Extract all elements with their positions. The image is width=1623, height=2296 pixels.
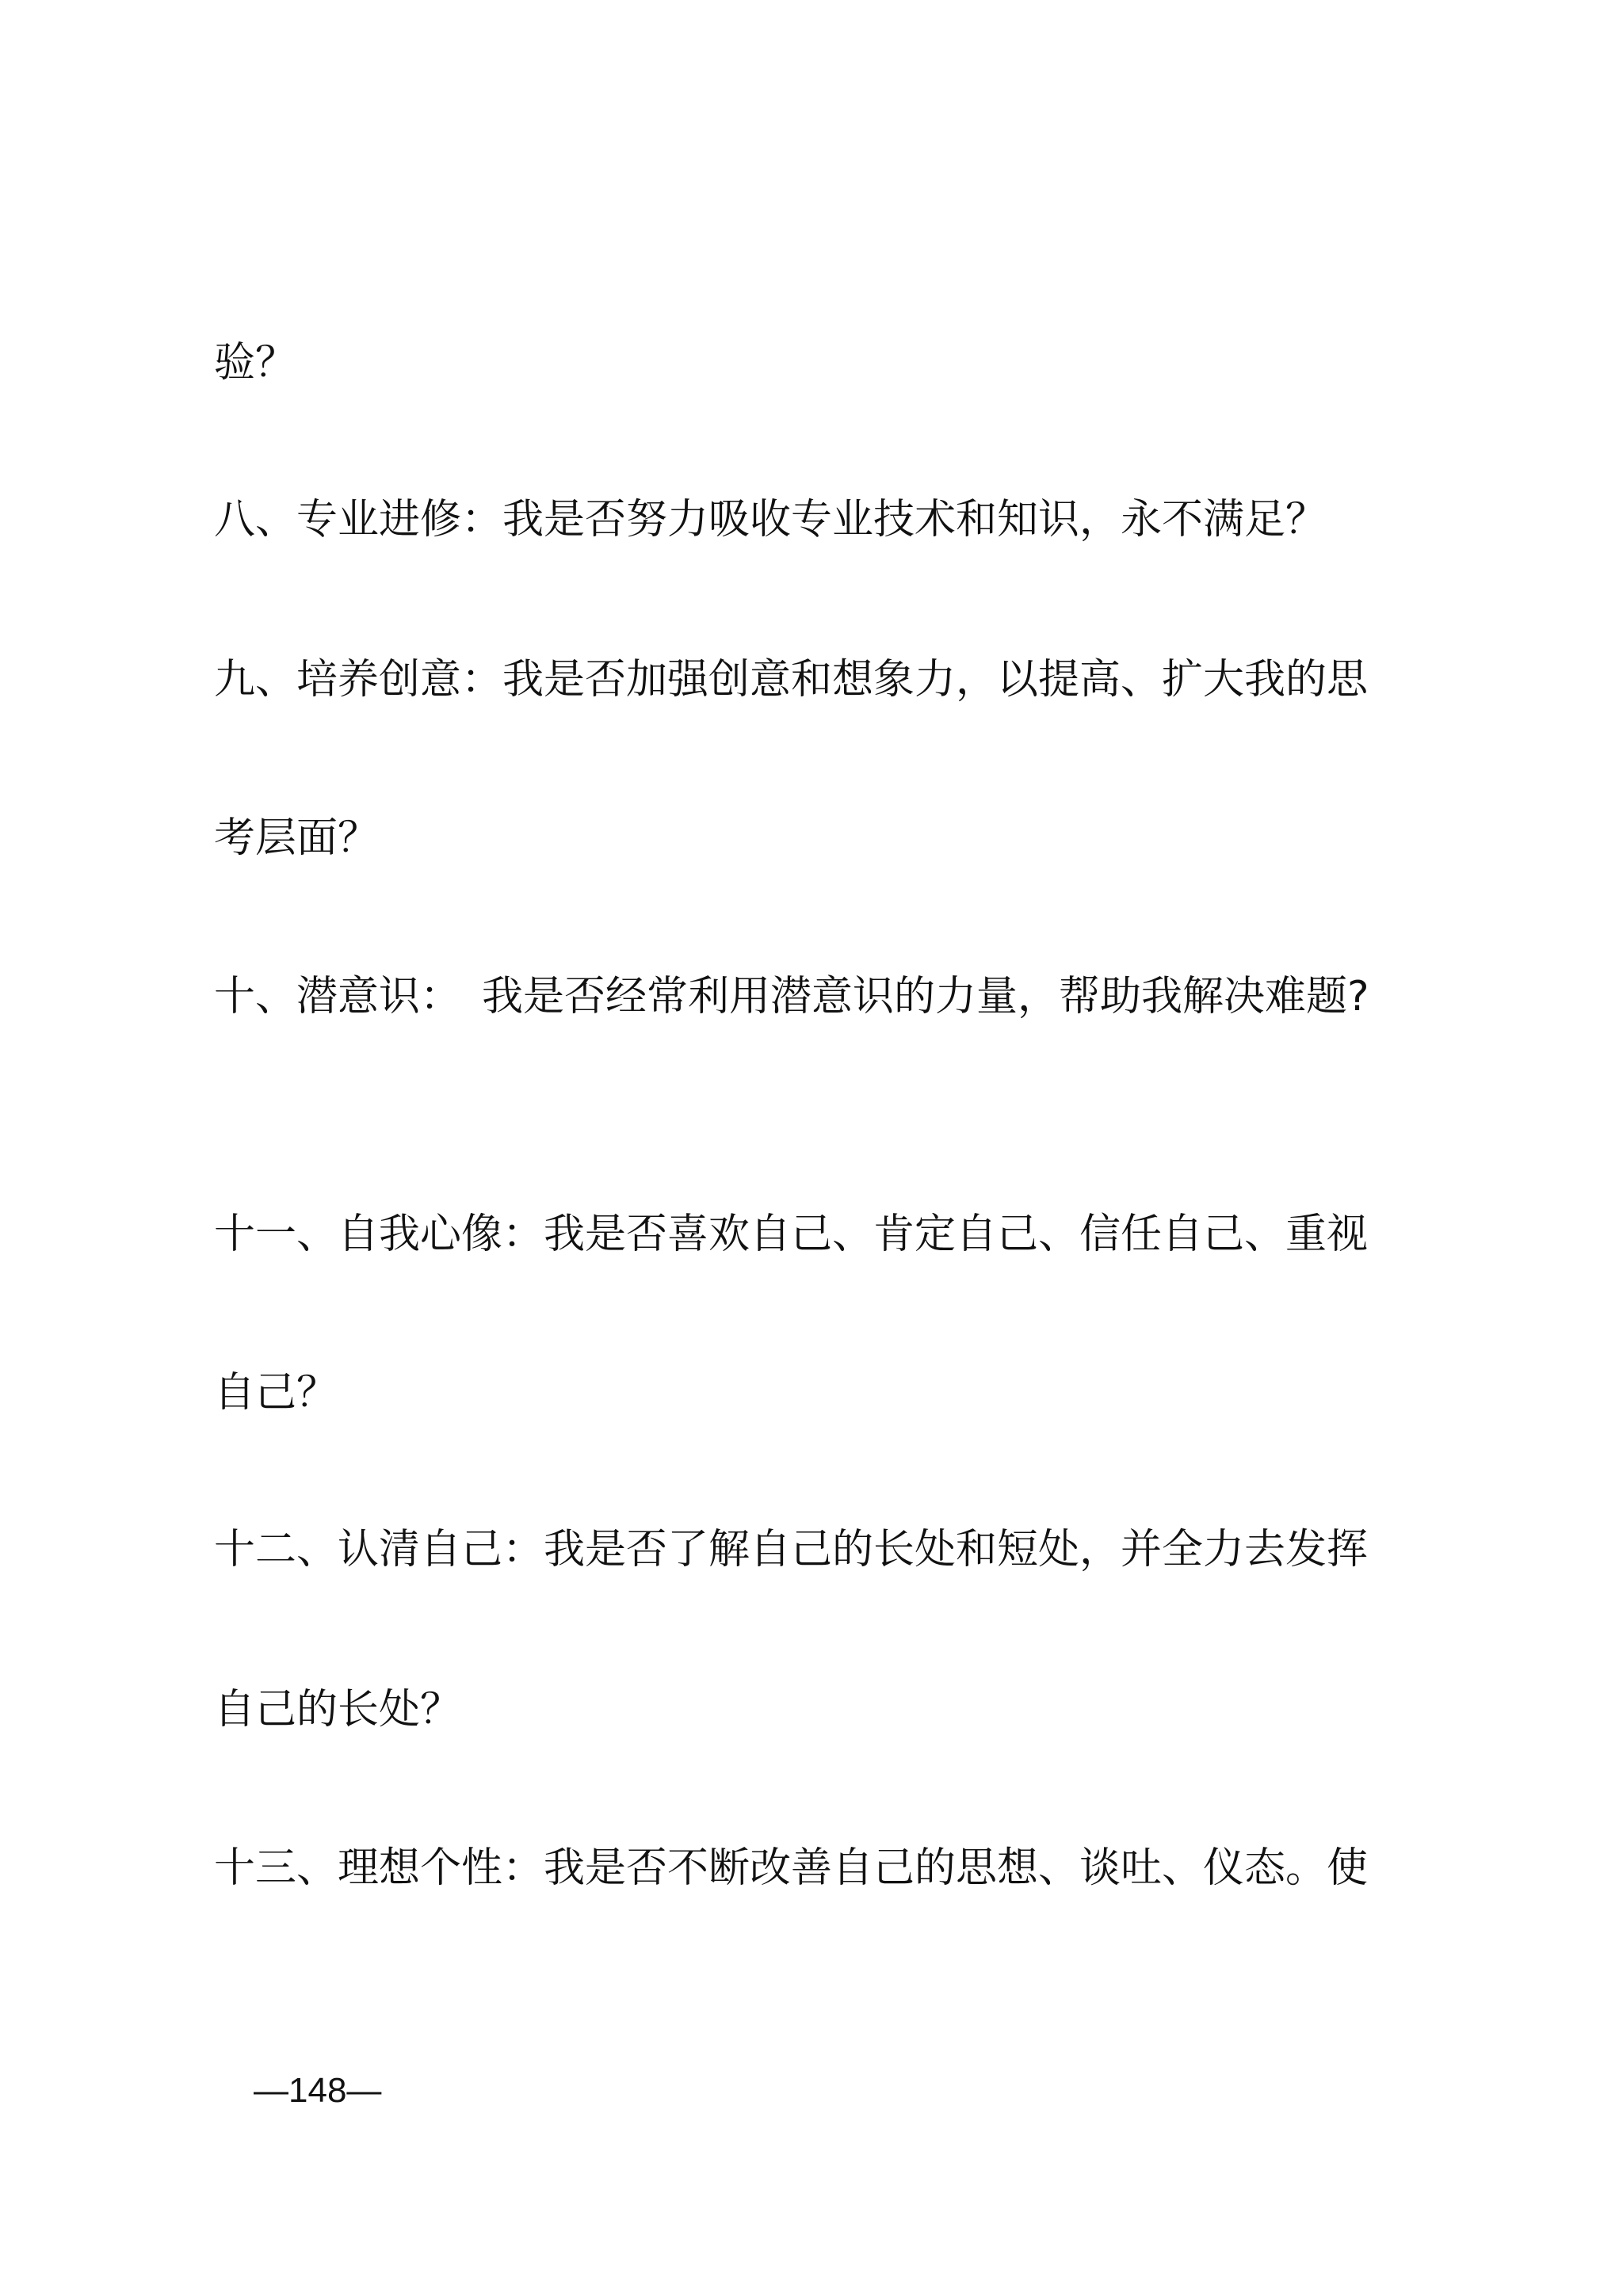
- text-line-1: 验？: [214, 339, 297, 387]
- page-number: —148—: [254, 2071, 382, 2110]
- text-line-5: 十、潜意识： 我是否经常利用潜意识的力量，帮助我解决难题?: [214, 973, 1369, 1020]
- text-line-7: 自己？: [214, 1369, 338, 1417]
- text-line-8: 十二、认清自己：我是否了解自己的长处和短处，并全力去发挥: [214, 1526, 1369, 1573]
- text-line-4: 考层面？: [214, 814, 380, 862]
- text-line-3: 九、培养创意：我是否加强创意和想象力，以提高、扩大我的思: [214, 656, 1369, 704]
- text-line-10: 十三、理想个性：我是否不断改善自己的思想、谈吐、仪态。使: [214, 1844, 1369, 1892]
- text-line-2: 八、专业进修：我是否努力吸收专业技术和知识，永不满足？: [214, 496, 1327, 543]
- text-line-6: 十一、自我心像：我是否喜欢自己、肯定自己、信任自己、重视: [214, 1211, 1369, 1258]
- text-line-9: 自己的长处？: [214, 1686, 462, 1733]
